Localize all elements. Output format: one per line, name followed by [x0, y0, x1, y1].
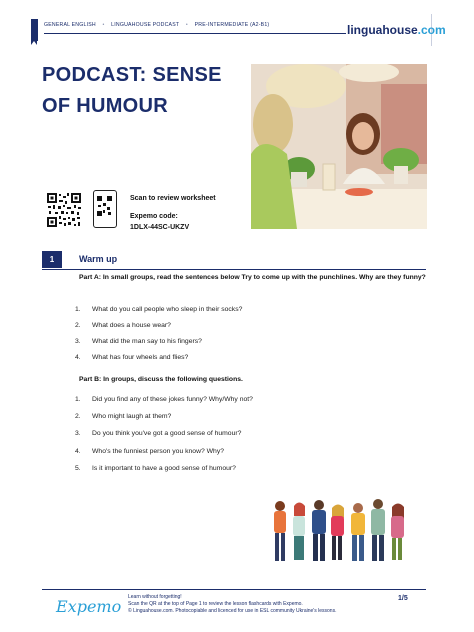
- footer-divider: [42, 589, 426, 590]
- footer-copyright: © Linguahouse.com. Photocopiable and licenced for use in ESL community Ukraine's lessons.: [128, 608, 337, 615]
- bookmark-icon: [31, 19, 38, 41]
- list-item-text: Do you think you've got a good sense of humour?: [92, 430, 242, 437]
- title-line-1: PODCAST: SENSE: [42, 64, 222, 86]
- crumb-separator: •: [185, 22, 188, 28]
- list-item: [75, 354, 188, 361]
- expemo-code-value: 1DLX-44SC-UKZV: [130, 224, 190, 231]
- phone-icon: [93, 190, 117, 228]
- list-item-text: Is it important to have a good sense of humour?: [92, 465, 236, 472]
- section-title: Warm up: [79, 254, 118, 264]
- list-item-text: What has four wheels and flies?: [92, 354, 189, 361]
- list-item-number: 4.: [75, 354, 81, 361]
- brand-suffix: .com: [417, 23, 446, 37]
- list-item: [75, 396, 253, 403]
- section-divider: [42, 269, 426, 270]
- list-item-number: 1.: [75, 396, 81, 403]
- part-a-instruction: Part A: In small groups, read the sentences below Try to come up with the punchlines. Why are they funny?: [79, 274, 426, 281]
- list-item: [75, 322, 171, 329]
- list-item-number: 4.: [75, 448, 81, 455]
- laughing-people-illustration: [268, 496, 413, 566]
- header-divider: [44, 33, 346, 34]
- people-group-graphic: [268, 496, 413, 566]
- list-item: [75, 306, 242, 313]
- list-item-text: Who's the funniest person you know? Why?: [92, 448, 225, 455]
- page-title: [42, 60, 242, 122]
- title-line-2: OF HUMOUR: [42, 95, 169, 117]
- list-item-number: 3.: [75, 338, 81, 345]
- list-item-number: 1.: [75, 306, 81, 313]
- scan-instruction: Scan to review worksheet: [130, 195, 216, 202]
- footer-tagline: Learn without forgetting!: [128, 594, 182, 600]
- section-number-badge: 1: [42, 251, 62, 268]
- crumb-level-3: PRE-INTERMEDIATE (A2-B1): [194, 22, 270, 28]
- page-header: [0, 0, 474, 44]
- list-item: [75, 448, 224, 455]
- brand-logo[interactable]: [347, 23, 446, 37]
- footer-qr-instruction: Scan the QR at the top of Page 1 to review the lesson flashcards with Expemo.: [128, 601, 303, 608]
- list-item-text: What do you call people who sleep in their socks?: [92, 306, 243, 313]
- list-item-text: What does a house wear?: [92, 322, 171, 329]
- crumb-level-1: GENERAL ENGLISH: [44, 22, 96, 28]
- crumb-level-2: LINGUAHOUSE PODCAST: [111, 22, 180, 28]
- crumb-separator: •: [102, 22, 105, 28]
- part-b-instruction: Part B: In groups, discuss the following questions.: [79, 376, 243, 383]
- phone-screen-qr: [97, 196, 112, 216]
- qr-code-graphic: [46, 192, 82, 228]
- qr-code-icon[interactable]: [46, 192, 82, 228]
- cafe-photo: [251, 64, 427, 229]
- list-item-number: 2.: [75, 413, 81, 420]
- page-number: 1/5: [398, 595, 408, 602]
- breadcrumb: [44, 22, 274, 28]
- list-item-number: 5.: [75, 465, 81, 472]
- expemo-code-label: Expemo code:: [130, 213, 178, 220]
- list-item: [75, 338, 202, 345]
- footer-text: [128, 594, 336, 616]
- list-item-text: What did the man say to his fingers?: [92, 338, 202, 345]
- expemo-logo[interactable]: Expemo: [56, 597, 122, 616]
- list-item-number: 2.: [75, 322, 81, 329]
- cafe-photo-illustration: [251, 64, 427, 229]
- list-item: [75, 413, 171, 420]
- list-item-text: Did you find any of these jokes funny? Why/Why not?: [92, 396, 253, 403]
- list-item: [75, 430, 241, 437]
- list-item-text: Who might laugh at them?: [92, 413, 172, 420]
- list-item-number: 3.: [75, 430, 81, 437]
- list-item: [75, 465, 236, 472]
- brand-name: linguahouse: [347, 23, 418, 37]
